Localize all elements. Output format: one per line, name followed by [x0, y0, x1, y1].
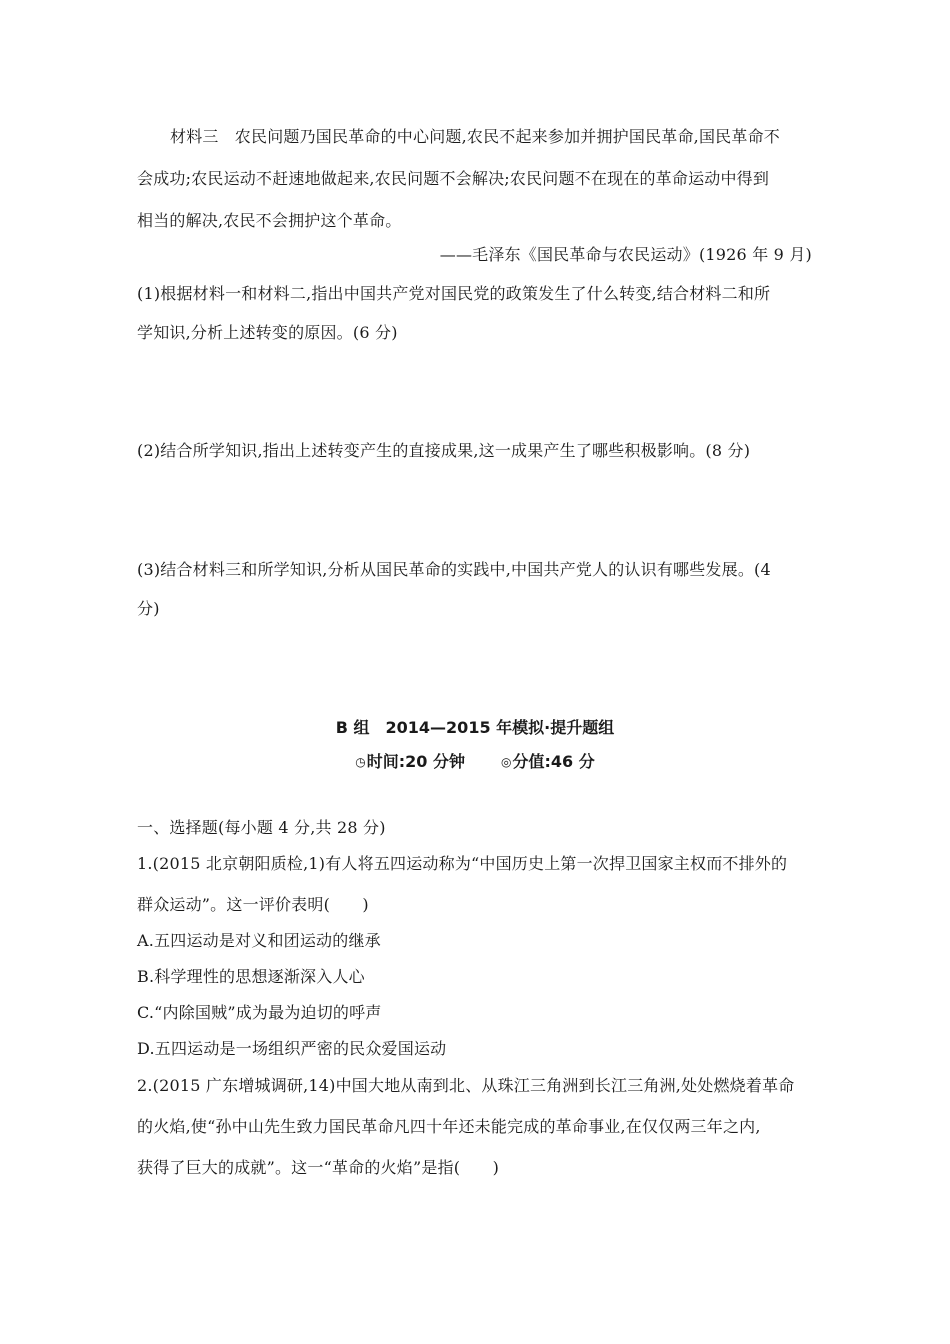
question3-line2: 分) [137, 599, 160, 618]
choice-header: 一、选择题(每小题 4 分,共 28 分) [137, 818, 386, 837]
score-value: 分值:46 分 [512, 752, 595, 771]
question3-line1: (3)结合材料三和所学知识,分析从国民革命的实践中,中国共产党人的认识有哪些发展。(4 [137, 560, 771, 579]
check-circle-icon: ◎ [501, 755, 512, 769]
time-limit: 时间:20 分钟 [366, 752, 465, 771]
clock-icon: ◷ [355, 755, 366, 769]
choice-q2-line2: 的火焰,使“孙中山先生致力国民革命凡四十年还未能完成的革命事业,在仅仅两三年之内, [137, 1117, 761, 1136]
section-b-meta [0, 752, 950, 772]
question2-line1: (2)结合所学知识,指出上述转变产生的直接成果,这一成果产生了哪些积极影响。(8 分) [137, 441, 751, 460]
choice-q1-option-b: B.科学理性的思想逐渐深入人心 [137, 967, 365, 986]
choice-q1-line2: 群众运动”。这一评价表明( ) [137, 895, 369, 914]
material3-line3: 相当的解决,农民不会拥护这个革命。 [137, 211, 402, 230]
material3-line1: 材料三 农民问题乃国民革命的中心问题,农民不起来参加并拥护国民革命,国民革命不 [170, 127, 780, 146]
question1-line2: 学知识,分析上述转变的原因。(6 分) [137, 323, 398, 342]
material3-source: ——毛泽东《国民革命与农民运动》(1926 年 9 月) [439, 245, 812, 264]
choice-q1-line1: 1.(2015 北京朝阳质检,1)有人将五四运动称为“中国历史上第一次捍卫国家主权而不排外的 [137, 854, 788, 873]
choice-q2-line3: 获得了巨大的成就”。这一“革命的火焰”是指( ) [137, 1158, 500, 1177]
question1-line1: (1)根据材料一和材料二,指出中国共产党对国民党的政策发生了什么转变,结合材料二和所 [137, 284, 771, 303]
choice-q1-option-d: D.五四运动是一场组织严密的民众爱国运动 [137, 1039, 447, 1058]
choice-q1-option-a: A.五四运动是对义和团运动的继承 [137, 931, 381, 950]
material3-line2: 会成功;农民运动不赶速地做起来,农民问题不会解决;农民问题不在现在的革命运动中得到 [137, 169, 770, 188]
section-b-title: B 组 2014—2015 年模拟·提升题组 [335, 718, 615, 737]
choice-q2-line1: 2.(2015 广东增城调研,14)中国大地从南到北、从珠江三角洲到长江三角洲,处处燃烧着革命 [137, 1076, 795, 1095]
choice-q1-option-c: C.“内除国贼”成为最为迫切的呼声 [137, 1003, 382, 1022]
